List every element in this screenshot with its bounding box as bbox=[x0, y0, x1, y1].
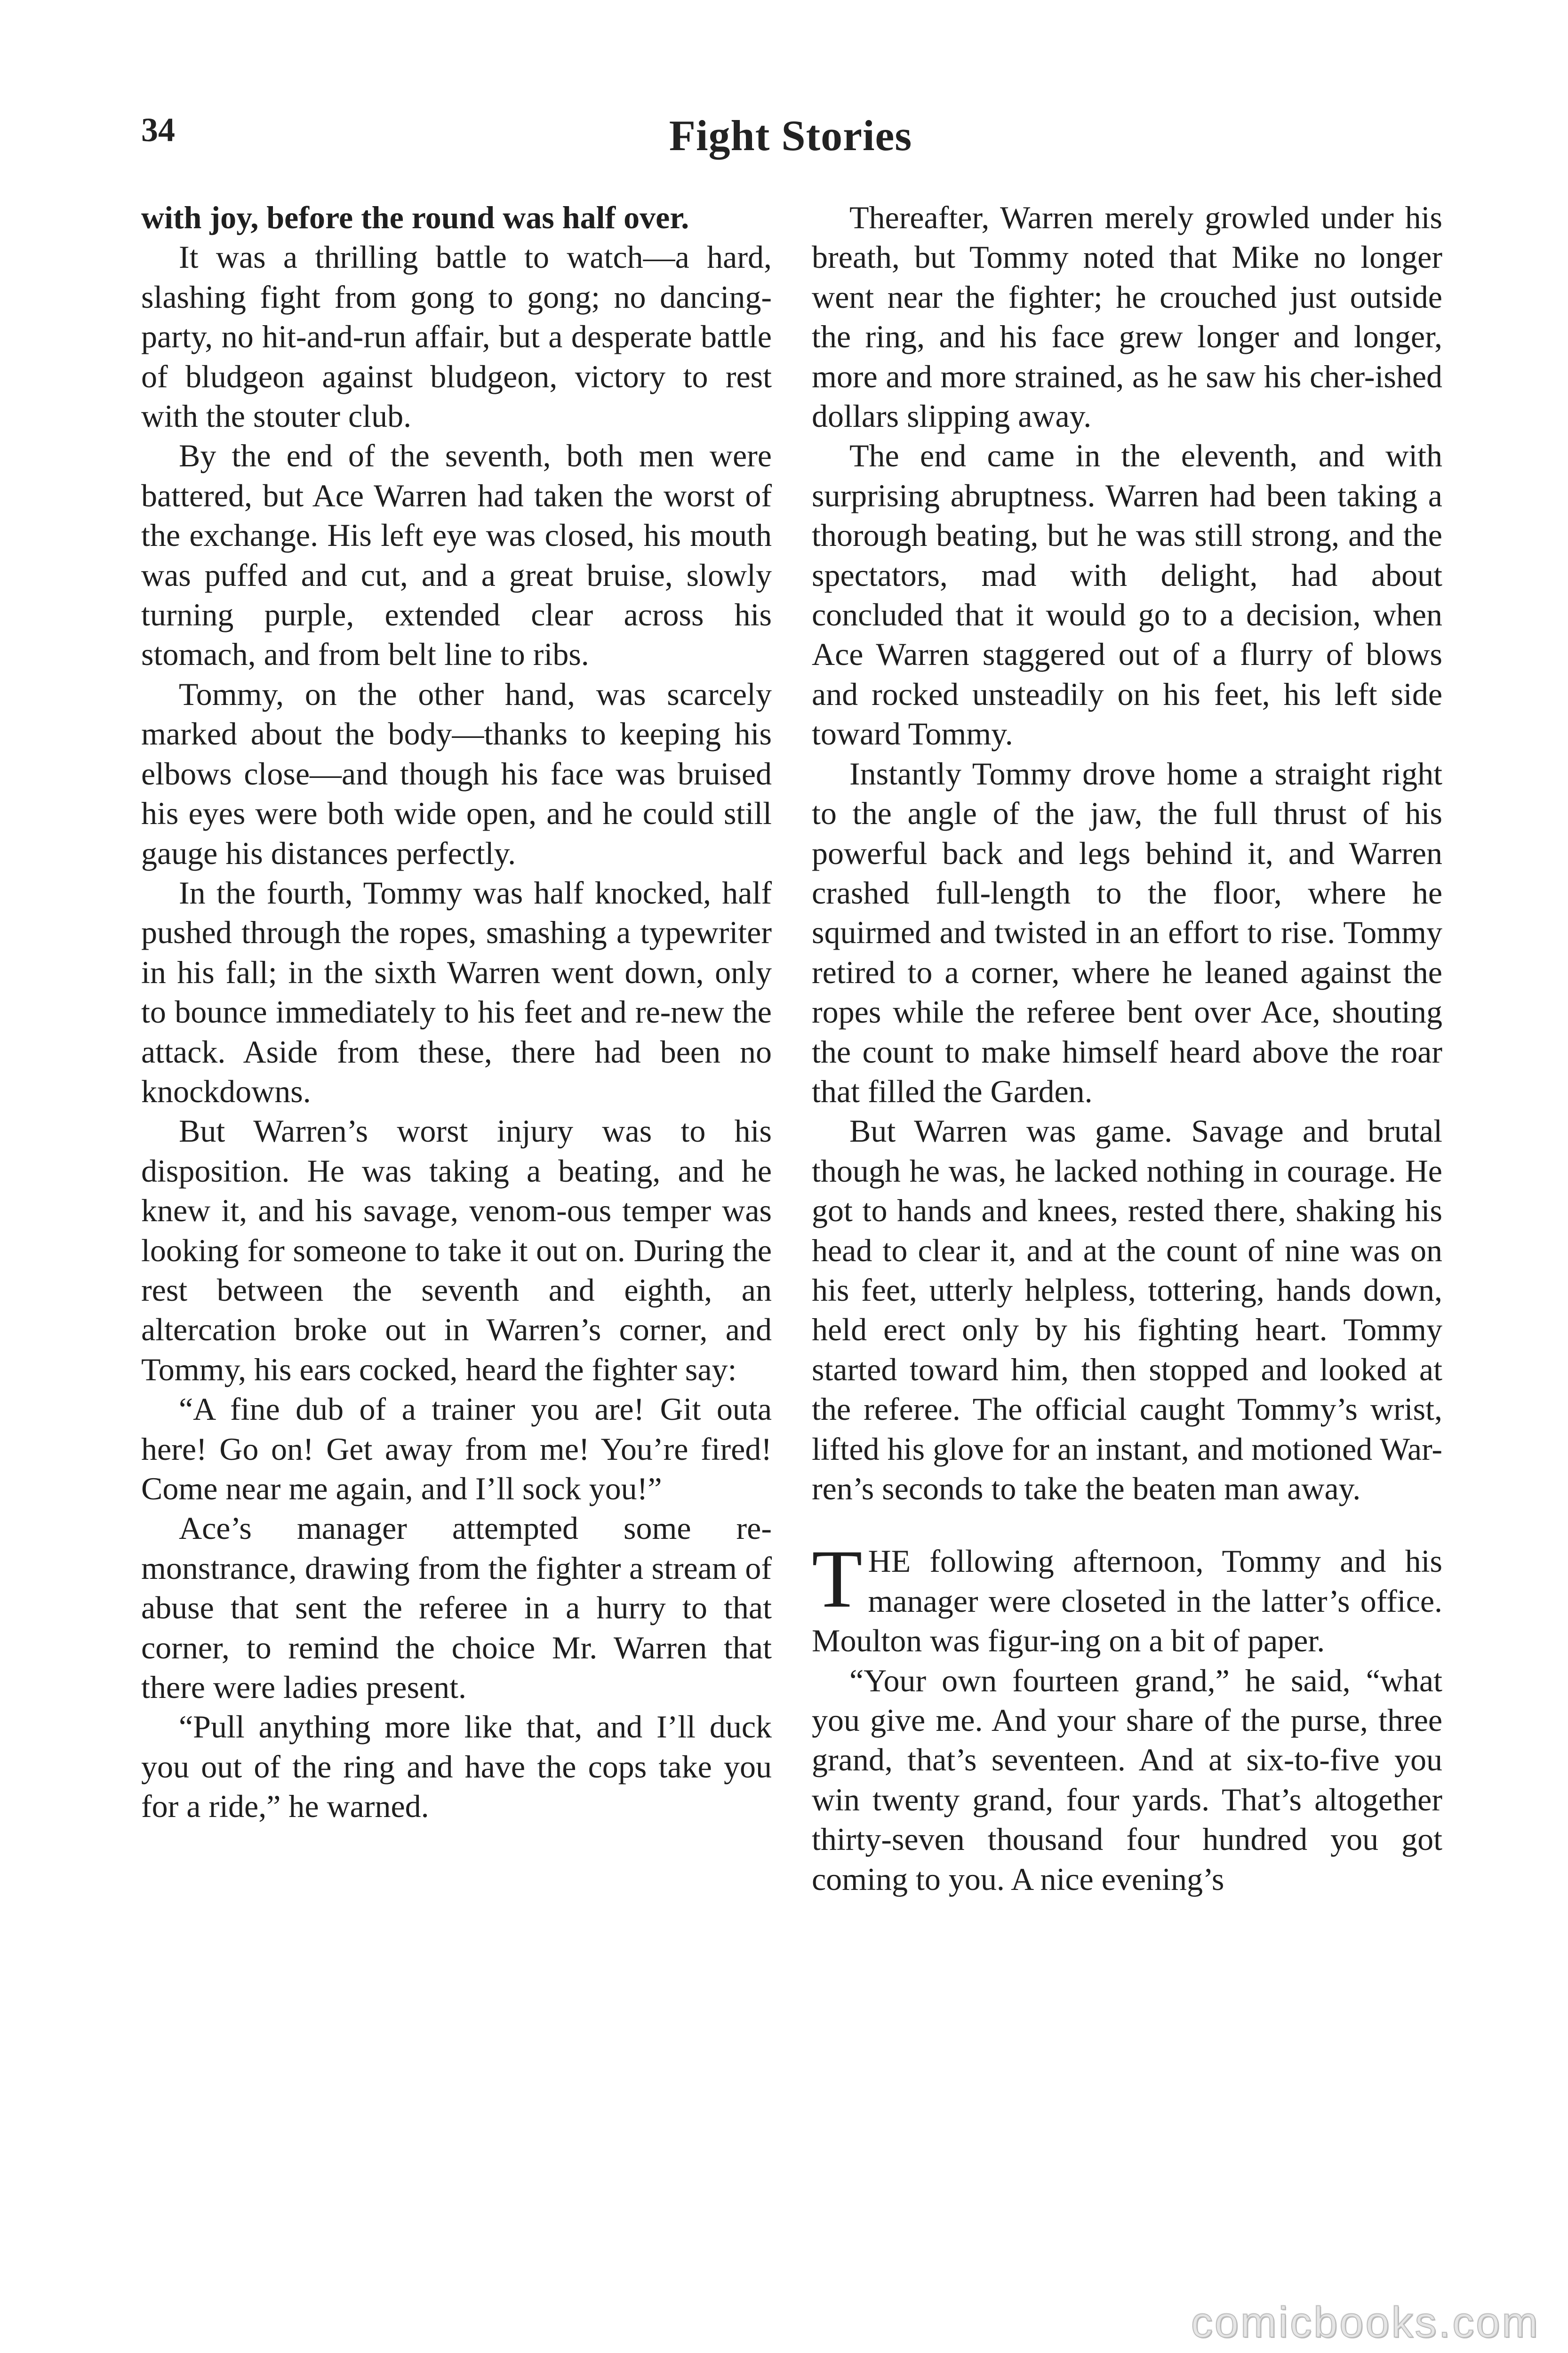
paragraph bbox=[141, 198, 772, 237]
paragraph bbox=[141, 674, 772, 873]
paragraph bbox=[812, 1111, 1442, 1508]
paragraph-text: “A fine dub of a trainer you are! Git outa here! Go on! Get away from me! You’re fired! Come near me again, and I’ll sock you!” bbox=[141, 1391, 772, 1506]
drop-cap-letter: T bbox=[812, 1533, 863, 1625]
paragraph bbox=[812, 1661, 1442, 1899]
paragraph bbox=[141, 1389, 772, 1508]
page-header bbox=[141, 106, 1440, 172]
paragraph-text: Tommy, on the other hand, was scarcely marked about the body—thanks to keeping his elbows close—and though his face was bruised his eyes were both wide open, and he could still gauge his distances perfectly. bbox=[141, 676, 772, 871]
paragraph-text: Ace’s manager attempted some re-monstrance, drawing from the fighter a stream of abuse that sent the referee in a hurry to that corner, to remind the choice Mr. Warren that there were ladies present. bbox=[141, 1510, 772, 1705]
page-number: 34 bbox=[141, 111, 175, 149]
paragraph-text: “Your own fourteen grand,” he said, “what you give me. And your share of the purse, three grand, that’s seventeen. And at six-to-five you win twenty grand, four yards. That’s altogether thirty-seven thousand four hundred you got coming to you. A nice evening’s bbox=[812, 1662, 1442, 1897]
paragraph-text: It was a thrilling battle to watch—a hard, slashing fight from gong to gong; no dancing-party, no hit-and-run affair, but a desperate battle of bludgeon against bludgeon, victory to rest with the stouter club. bbox=[141, 239, 772, 434]
paragraph bbox=[141, 1508, 772, 1707]
watermark-logo: comicbooks.com bbox=[1191, 2298, 1540, 2346]
paragraph bbox=[141, 436, 772, 674]
paragraph bbox=[141, 237, 772, 436]
paragraph bbox=[812, 1533, 1442, 1660]
right-text-column bbox=[812, 198, 1442, 1899]
running-title: Fight Stories bbox=[669, 112, 912, 160]
paragraph-text: Instantly Tommy drove home a straight right to the angle of the jaw, the full thrust of his powerful back and legs behind it, and Warren crashed full-length to the floor, where he squirmed and twisted in an effort to rise. Tommy retired to a corner, where he leaned against the ropes while the referee bent over Ace, shouting the count to make himself heard above the roar that filled the Garden. bbox=[812, 755, 1442, 1109]
paragraph-text: HE following afternoon, Tommy and his manager were closeted in the latter’s office. Moulton was figur-ing on a bit of paper. bbox=[812, 1543, 1442, 1659]
paragraph bbox=[141, 1111, 772, 1389]
paragraph bbox=[812, 198, 1442, 436]
paragraph-text: In the fourth, Tommy was half knocked, half pushed through the ropes, smashing a typewriter in his fall; in the sixth Warren went down, only to bounce immediately to his feet and re-new the attack. Aside from these, there had been no knockdowns. bbox=[141, 874, 772, 1109]
paragraph-text: By the end of the seventh, both men were battered, but Ace Warren had taken the worst of the exchange. His left eye was closed, his mouth was puffed and cut, and a great bruise, slowly turning purple, extended clear across his stomach, and from belt line to ribs. bbox=[141, 438, 772, 672]
paragraph-text: But Warren was game. Savage and brutal though he was, he lacked nothing in courage. He got to hands and knees, rested there, shaking his head to clear it, and at the count of nine was on his feet, utterly helpless, tottering, hands down, held erect only by his fighting heart. Tommy started toward him, then stopped and looked at the referee. The official caught Tommy’s wrist, lifted his glove for an instant, and motioned War-ren’s seconds to take the beaten man away. bbox=[812, 1113, 1442, 1506]
paragraph-text: But Warren’s worst injury was to his disposition. He was taking a beating, and he knew it, and his savage, venom-ous temper was looking for someone to take it out on. During the rest between the seventh and eighth, an altercation broke out in Warren’s corner, and Tommy, his ears cocked, heard the fighter say: bbox=[141, 1113, 772, 1387]
paragraph bbox=[141, 873, 772, 1111]
paragraph-text: Thereafter, Warren merely growled under his breath, but Tommy noted that Mike no longer went near the fighter; he crouched just outside the ring, and his face grew longer and longer, more and more strained, as he saw his cher-ished dollars slipping away. bbox=[812, 200, 1442, 434]
paragraph-text: “Pull anything more like that, and I’ll duck you out of the ring and have the cops take you for a ride,” he warned. bbox=[141, 1709, 772, 1825]
paragraph-text: The end came in the eleventh, and with surprising abruptness. Warren had been taking a thorough beating, but he was still strong, and the spectators, mad with delight, had about concluded that it would go to a decision, when Ace Warren staggered out of a flurry of blows and rocked unsteadily on his feet, his left side toward Tommy. bbox=[812, 438, 1442, 752]
paragraph bbox=[812, 436, 1442, 753]
paragraph bbox=[812, 754, 1442, 1112]
paragraph bbox=[141, 1707, 772, 1826]
paragraph-text: with joy, before the round was half over. bbox=[141, 200, 689, 235]
left-text-column bbox=[141, 198, 772, 1826]
